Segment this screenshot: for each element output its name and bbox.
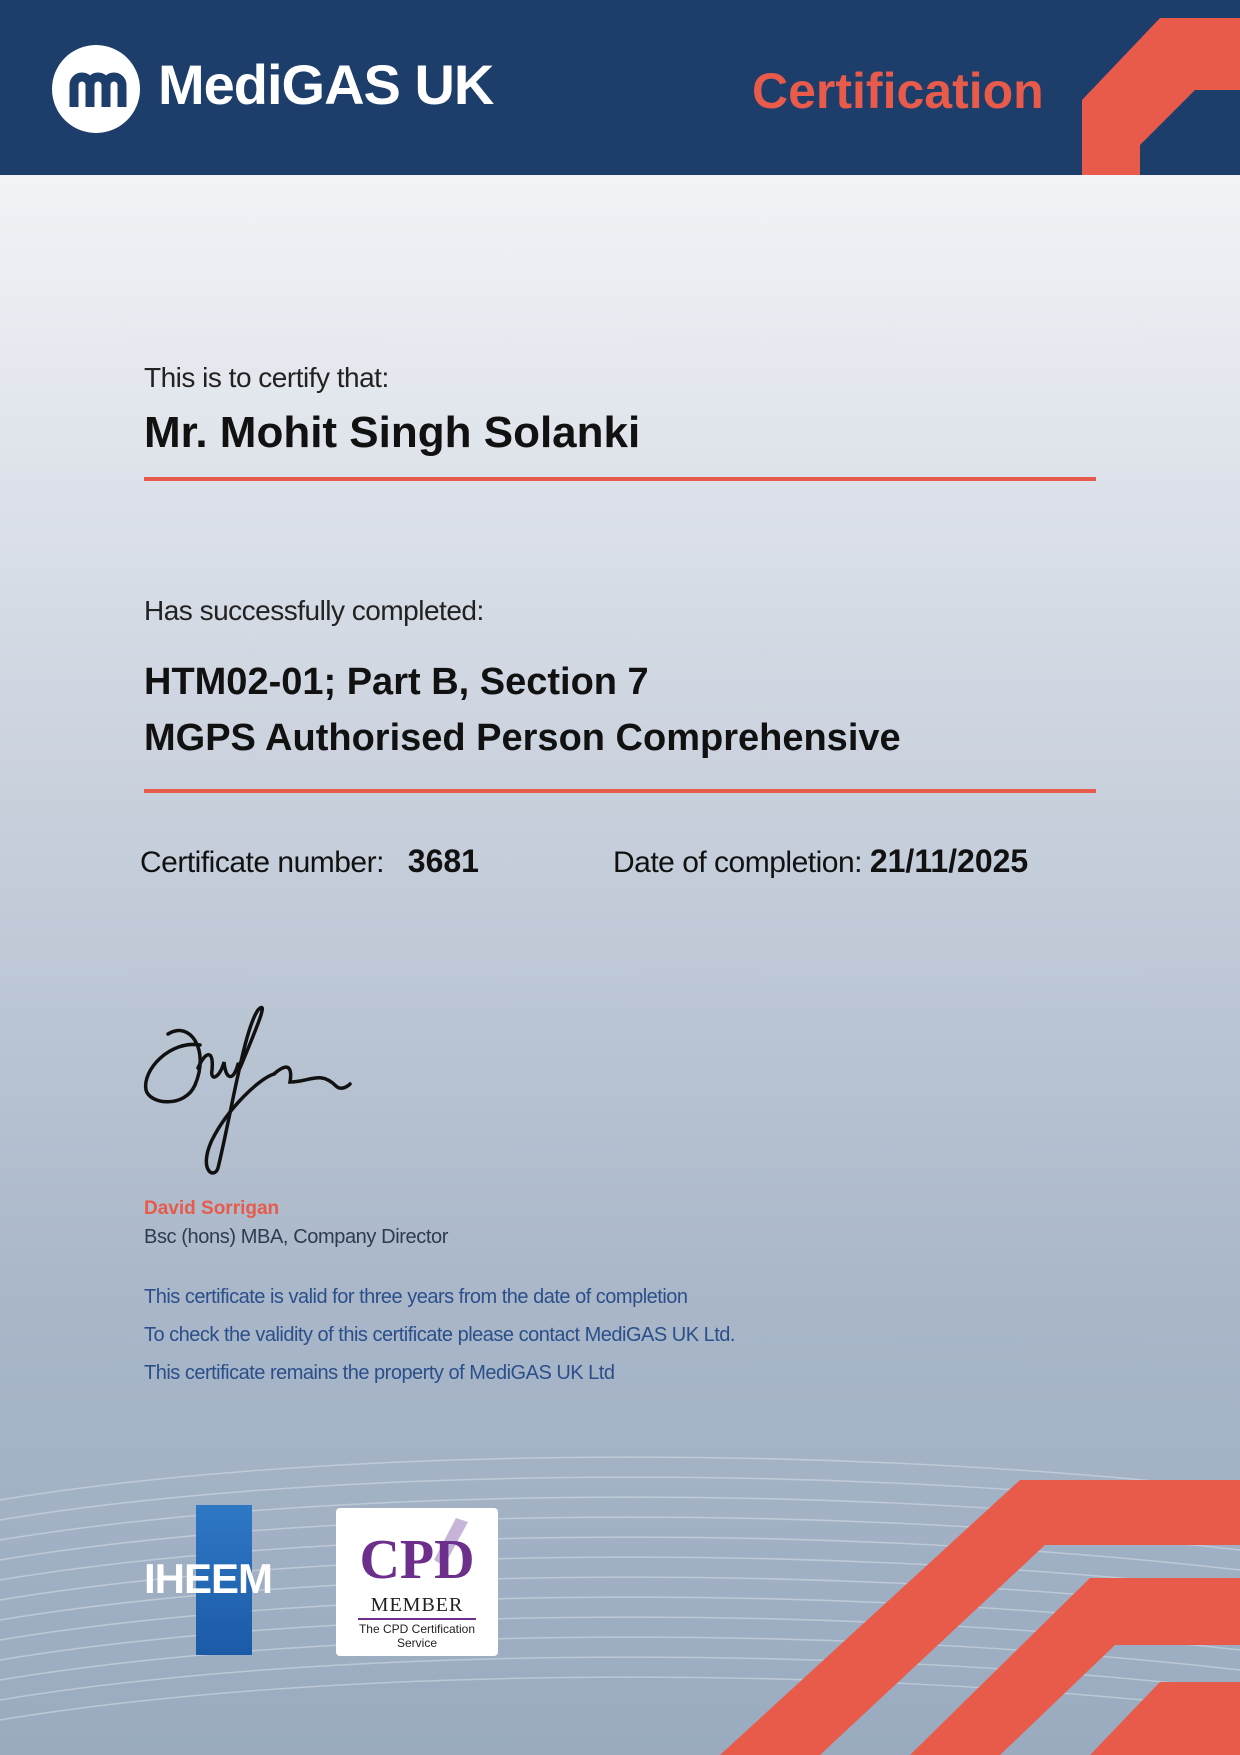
cpd-underline bbox=[358, 1618, 476, 1620]
certificate-number-label: Certificate number: bbox=[140, 846, 384, 879]
cpd-service-line-1: The CPD Certification bbox=[358, 1622, 476, 1636]
cpd-logo-text: CPD bbox=[359, 1529, 475, 1591]
cpd-member-text: MEMBER bbox=[370, 1594, 464, 1616]
signatory-role: Bsc (hons) MBA, Company Director bbox=[144, 1226, 448, 1248]
signatory-name: David Sorrigan bbox=[144, 1198, 280, 1219]
brand-name: MediGAS UK bbox=[158, 53, 494, 116]
cpd-member-badge bbox=[336, 1508, 498, 1656]
note-check: To check the validity of this certificate please contact MediGAS UK Ltd. bbox=[144, 1324, 735, 1346]
completion-date-label: Date of completion: bbox=[613, 846, 862, 879]
iheem-text: IHEEM bbox=[144, 1555, 273, 1602]
recipient-name: Mr. Mohit Singh Solanki bbox=[144, 408, 641, 457]
cpd-service-line-2: Service bbox=[396, 1636, 437, 1650]
recipient-lead: This is to certify that: bbox=[144, 362, 389, 393]
course-line-1: HTM02-01; Part B, Section 7 bbox=[144, 661, 649, 703]
course-line-2: MGPS Authorised Person Comprehensive bbox=[144, 717, 901, 759]
iheem-logo bbox=[140, 1505, 310, 1655]
note-property: This certificate remains the property of MediGAS UK Ltd bbox=[144, 1362, 615, 1384]
note-validity: This certificate is valid for three years from the date of completion bbox=[144, 1286, 688, 1308]
course-lead: Has successfully completed: bbox=[144, 595, 484, 626]
certification-title: Certification bbox=[752, 63, 1044, 119]
completion-date-value: 21/11/2025 bbox=[869, 843, 1029, 879]
certificate-number-value: 3681 bbox=[407, 843, 479, 879]
